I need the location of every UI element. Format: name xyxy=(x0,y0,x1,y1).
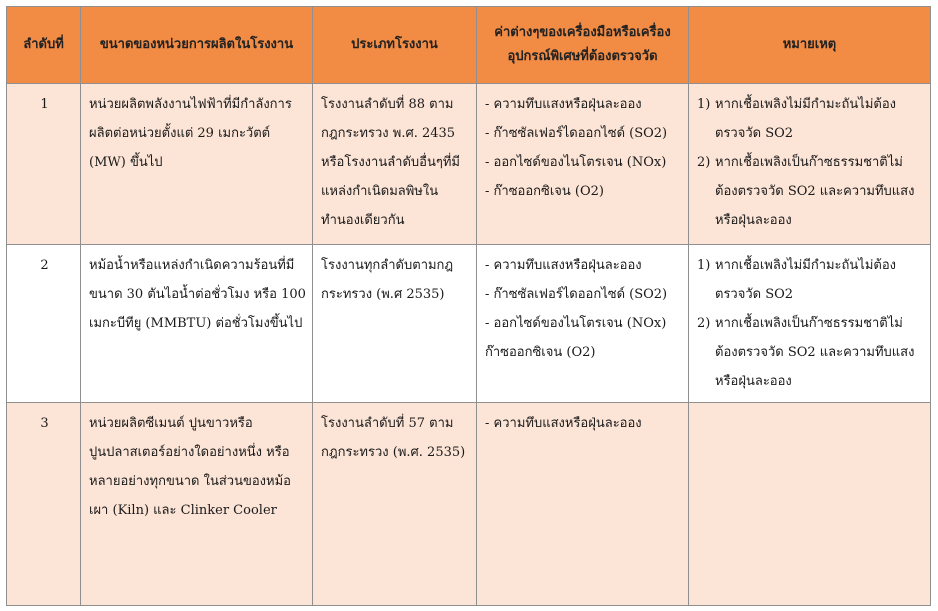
remark-text: หากเชื้อเพลิงเป็นก๊าซธรรมชาติไม่ต้องตรวจวัด SO2 และความทึบแสงหรือฝุ่นละออง xyxy=(715,155,915,228)
table-row xyxy=(7,403,931,606)
remark-text: หากเชื้อเพลิงไม่มีกำมะถันไม่ต้องตรวจวัด SO2 xyxy=(715,258,897,302)
measurements-cell xyxy=(477,403,689,606)
remark-number: 1) xyxy=(697,97,711,112)
regulation-table-container xyxy=(6,6,931,606)
measurements-cell xyxy=(477,245,689,403)
table-row xyxy=(7,84,931,245)
measurement-item: - ออกไซด์ของไนโตรเจน (NOx) xyxy=(485,155,667,170)
remarks-cell xyxy=(689,245,931,403)
table-row xyxy=(7,245,931,403)
measurements-cell xyxy=(477,84,689,245)
remark-number: 1) xyxy=(697,258,711,273)
header-factory-type: ประเภทโรงงาน xyxy=(313,7,477,84)
measurement-item: - ความทึบแสงหรือฝุ่นละออง xyxy=(485,416,642,431)
remark-number: 2) xyxy=(697,316,711,331)
factory-type-cell: โรงงานลำดับที่ 88 ตามกฎกระทรวง พ.ศ. 2435 หรือโรงงานลำดับอื่นๆที่มีแหล่งกำเนิดมลพิษในทำนองเดียวกัน xyxy=(313,84,477,245)
factory-type-cell: โรงงานลำดับที่ 57 ตามกฎกระทรวง (พ.ศ. 2535) xyxy=(313,403,477,606)
remark-item xyxy=(697,309,924,396)
row-number: 1 xyxy=(7,84,81,245)
remark-item xyxy=(697,90,924,148)
remark-item xyxy=(697,251,924,309)
remark-text: หากเชื้อเพลิงไม่มีกำมะถันไม่ต้องตรวจวัด SO2 xyxy=(715,97,897,141)
remark-text: หากเชื้อเพลิงเป็นก๊าซธรรมชาติไม่ต้องตรวจวัด SO2 และความทึบแสงหรือฝุ่นละออง xyxy=(715,316,915,389)
measurement-item: - ออกไซด์ของไนโตรเจน (NOx) xyxy=(485,316,667,331)
measurement-item: - ก๊าซซัลเฟอร์ไดออกไซด์ (SO2) xyxy=(485,287,668,302)
row-number: 3 xyxy=(7,403,81,606)
header-measurements: ค่าต่างๆของเครื่องมือหรือเครื่องอุปกรณ์พิเศษที่ต้องตรวจวัด xyxy=(477,7,689,84)
measurement-item: - ก๊าซซัลเฟอร์ไดออกไซด์ (SO2) xyxy=(485,126,668,141)
row-number: 2 xyxy=(7,245,81,403)
header-order: ลำดับที่ xyxy=(7,7,81,84)
header-unit-size: ขนาดของหน่วยการผลิตในโรงงาน xyxy=(81,7,313,84)
header-remarks: หมายเหตุ xyxy=(689,7,931,84)
measurement-item: - ก๊าซออกซิเจน (O2) xyxy=(485,184,604,199)
measurement-item: - ความทึบแสงหรือฝุ่นละออง xyxy=(485,97,642,112)
table-header-row xyxy=(7,7,931,84)
measurement-item: ก๊าซออกซิเจน (O2) xyxy=(485,345,596,360)
unit-size-cell: หน่วยผลิตซีเมนต์ ปูนขาวหรือปูนปลาสเตอร์อย่างใดอย่างหนึ่ง หรือหลายอย่างทุกขนาด ในส่วนของหม้อเผา (Kiln) และ Clinker Cooler xyxy=(81,403,313,606)
remark-number: 2) xyxy=(697,155,711,170)
unit-size-cell: หน่วยผลิตพลังงานไฟฟ้าที่มีกำลังการผลิตต่อหน่วยตั้งแต่ 29 เมกะวัตต์ (MW) ขึ้นไป xyxy=(81,84,313,245)
measurement-item: - ความทึบแสงหรือฝุ่นละออง xyxy=(485,258,642,273)
remarks-cell xyxy=(689,403,931,606)
emission-monitoring-table xyxy=(6,6,931,606)
remarks-cell xyxy=(689,84,931,245)
factory-type-cell: โรงงานทุกลำดับตามกฎกระทรวง (พ.ศ 2535) xyxy=(313,245,477,403)
unit-size-cell: หม้อน้ำหรือแหล่งกำเนิดความร้อนที่มีขนาด 30 ตันไอน้ำต่อชั่วโมง หรือ 100 เมกะบีทียู (MMBTU) ต่อชั่วโมงขึ้นไป xyxy=(81,245,313,403)
remark-item xyxy=(697,148,924,235)
